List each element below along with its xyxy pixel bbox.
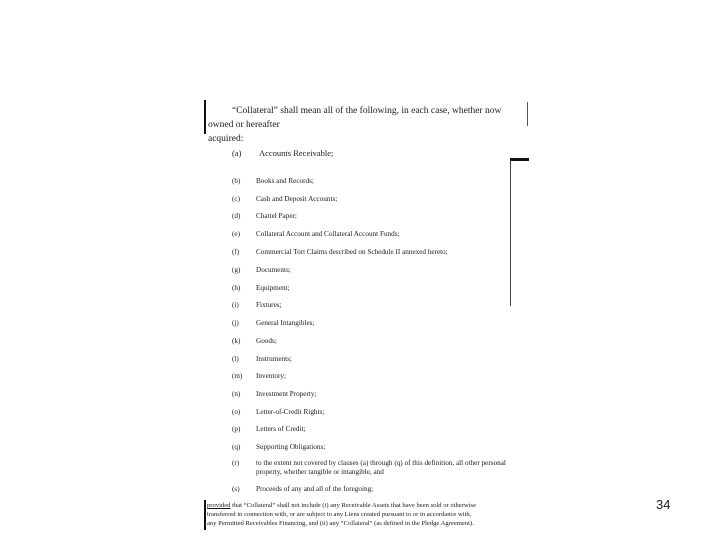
item-label: (g)	[232, 266, 241, 274]
item-text: Commercial Tort Claims described on Schedule II annexed hereto;	[256, 248, 448, 256]
item-label: (h)	[232, 284, 241, 292]
item-label: (i)	[232, 301, 239, 309]
item-label: (d)	[232, 212, 241, 220]
item-text: Documents;	[256, 266, 291, 274]
item-label: (q)	[232, 443, 241, 451]
collateral-definition-intro	[208, 104, 528, 146]
item-label: (j)	[232, 319, 239, 327]
item-label: (b)	[232, 177, 241, 185]
item-label: (o)	[232, 408, 241, 416]
provided-word: provided	[207, 502, 231, 509]
item-text: General Intangibles;	[256, 319, 315, 327]
item-text: Letter-of-Credit Rights;	[256, 408, 325, 416]
item-text: Supporting Obligations;	[256, 443, 326, 451]
item-label: (n)	[232, 390, 241, 398]
item-label: (p)	[232, 425, 241, 433]
scan-border-tick	[510, 158, 529, 161]
item-text: to the extent not covered by clauses (a) through (q) of this definition, all other personal property, whether tangible or intangible, and	[256, 459, 506, 476]
item-label: (l)	[232, 355, 239, 363]
item-text: Letters of Credit;	[256, 425, 306, 433]
item-label: (m)	[232, 372, 243, 380]
item-text: Instruments;	[256, 355, 292, 363]
item-label: (r)	[232, 459, 240, 467]
item-text: Goods;	[256, 337, 277, 345]
page-number: 34	[656, 497, 671, 512]
item-text: Proceeds of any and all of the foregoing;	[256, 485, 374, 493]
item-text: Accounts Receivable;	[259, 148, 334, 158]
item-label: (e)	[232, 230, 240, 238]
scan-border-left-top	[204, 100, 206, 134]
intro-text: “Collateral” shall mean all of the following, in each case, whether now owned or hereafter acquired:	[208, 106, 502, 144]
item-text: Books and Records;	[256, 177, 314, 185]
item-text: Chattel Paper;	[256, 212, 297, 220]
item-text: Cash and Deposit Accounts;	[256, 195, 338, 203]
item-text: Inventory;	[256, 372, 286, 380]
scan-border-right	[510, 160, 511, 306]
provided-clause-text: that “Collateral” shall not include (i) any Receivable Assets that have been sold or otherwise transferred in connection with, or are subject to any Liens created pursuant to or in accordance with, any Permitted Receivables Financing, and (ii) any “Collateral” (as defined in the Pledge Agreement).	[207, 502, 477, 527]
item-label: (k)	[232, 337, 241, 345]
item-text: Equipment;	[256, 284, 290, 292]
item-text: Collateral Account and Collateral Account Funds;	[256, 230, 400, 238]
item-label: (a)	[232, 148, 242, 158]
item-text: Investment Property;	[256, 390, 317, 398]
item-label: (s)	[232, 485, 240, 493]
item-text: Fixtures;	[256, 301, 282, 309]
item-label: (c)	[232, 195, 240, 203]
item-label: (f)	[232, 248, 240, 256]
scan-border-left-bottom	[204, 500, 206, 530]
provided-clause	[207, 501, 512, 528]
